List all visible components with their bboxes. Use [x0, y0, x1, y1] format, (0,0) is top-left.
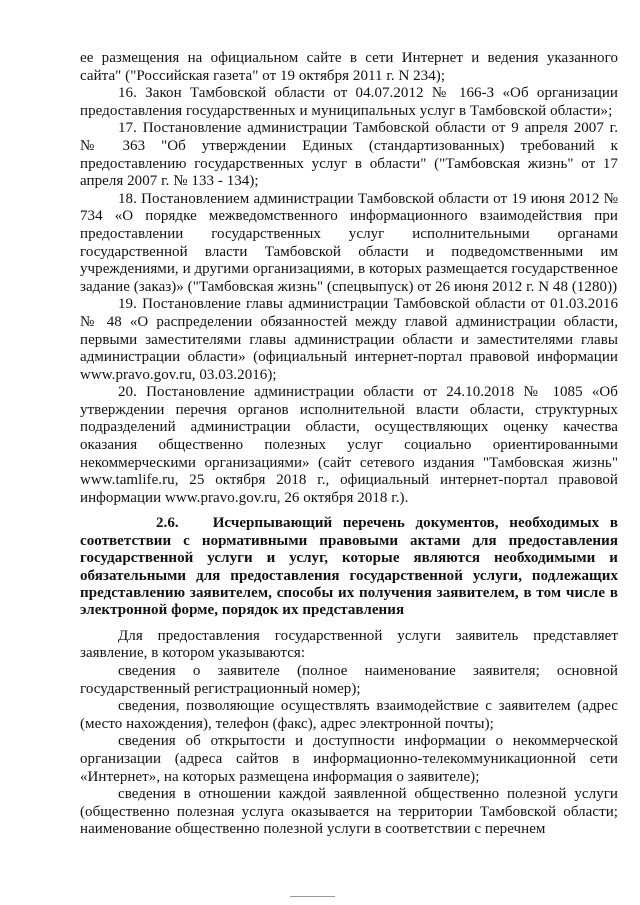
paragraph-item-16: 16. Закон Тамбовской области от 04.07.2012 № 166-З «Об организации предоставления государственных и муниципальных услуг в Тамбовской области»; — [80, 85, 618, 119]
body-paragraph-service-info: сведения в отношении каждой заявленной общественно полезной услуги (общественно полезная услуга оказывается на территории Тамбовской области; наименование общественно полезной услуги в соответствии с перечнем — [80, 786, 618, 838]
body-paragraph-applicant-info: сведения о заявителе (полное наименование заявителя; основной государственный регистрационный номер); — [80, 663, 618, 697]
page-footer-line — [290, 896, 335, 897]
paragraph-item-20: 20. Постановление администрации области от 24.10.2018 № 1085 «Об утверждении перечня органов исполнительной власти области, структурных подразделений администрации области, осуществляющих оценку качества оказания общественно полезных услуг социально ориентированными некоммерческими организациями» (сайт сетевого издания "Тамбовская жизнь" www.tamlife.ru, 25 октября 2018 г., официальный интернет-портал правовой информации www.pravo.gov.ru, 26 октября 2018 г.). — [80, 384, 618, 506]
paragraph-item-19: 19. Постановление главы администрации Тамбовской области от 01.03.2016 № 48 «О распределении обязанностей между главой администрации области, первыми заместителями главы администрации области и заместителями главы администрации области» (официальный интернет-портал правовой информации www.pravo.gov.ru, 03.03.2016); — [80, 296, 618, 383]
paragraph-item-17: 17. Постановление администрации Тамбовской области от 9 апреля 2007 г. № 363 "Об утверждении Единых (стандартизованных) требований к предоставлению государственных услуг в области" ("Тамбовская жизнь" от 17 апреля 2007 г. № 133 - 134); — [80, 120, 618, 190]
section-heading — [80, 515, 618, 619]
body-paragraph-openness-info: сведения об открытости и доступности информации о некоммерческой организации (адреса сайтов в информационно-телекоммуникационной сети «Интернет», на которых размещена информация о заявителе); — [80, 733, 618, 785]
section-heading-text: Исчерпывающий перечень документов, необходимых в соответствии с нормативными правовыми актами для предоставления государственной услуги и услуг, которые являются необходимыми и обязательными для предоставления государственной услуги, подлежащих представлению заявителем, способы их получения заявителем, в том числе в электронной форме, порядок их представления — [80, 515, 618, 619]
paragraph-continuation: ее размещения на официальном сайте в сети Интернет и ведения указанного сайта" ("Российская газета" от 19 октября 2011 г. N 234); — [80, 50, 618, 84]
paragraph-item-18: 18. Постановлением администрации Тамбовской области от 19 июня 2012 № 734 «О порядке межведомственного информационного взаимодействия при предоставлении государственных услуг исполнительными органами государственной власти Тамбовской области и подведомственными им учреждениями, и другими организациями, в которых размещается государственное задание (заказ)» ("Тамбовская жизнь" (спецвыпуск) от 26 июня 2012 г. N 48 (1280)) — [80, 190, 618, 295]
section-gap — [80, 620, 618, 628]
body-paragraph-contact-info: сведения, позволяющие осуществлять взаимодействие с заявителем (адрес (место нахождения), телефон (факс), адрес электронной почты); — [80, 698, 618, 732]
body-paragraph-intro: Для предоставления государственной услуги заявитель представляет заявление, в котором указываются: — [80, 627, 618, 662]
section-number: 2.6. — [156, 515, 179, 532]
document-content — [80, 50, 618, 839]
